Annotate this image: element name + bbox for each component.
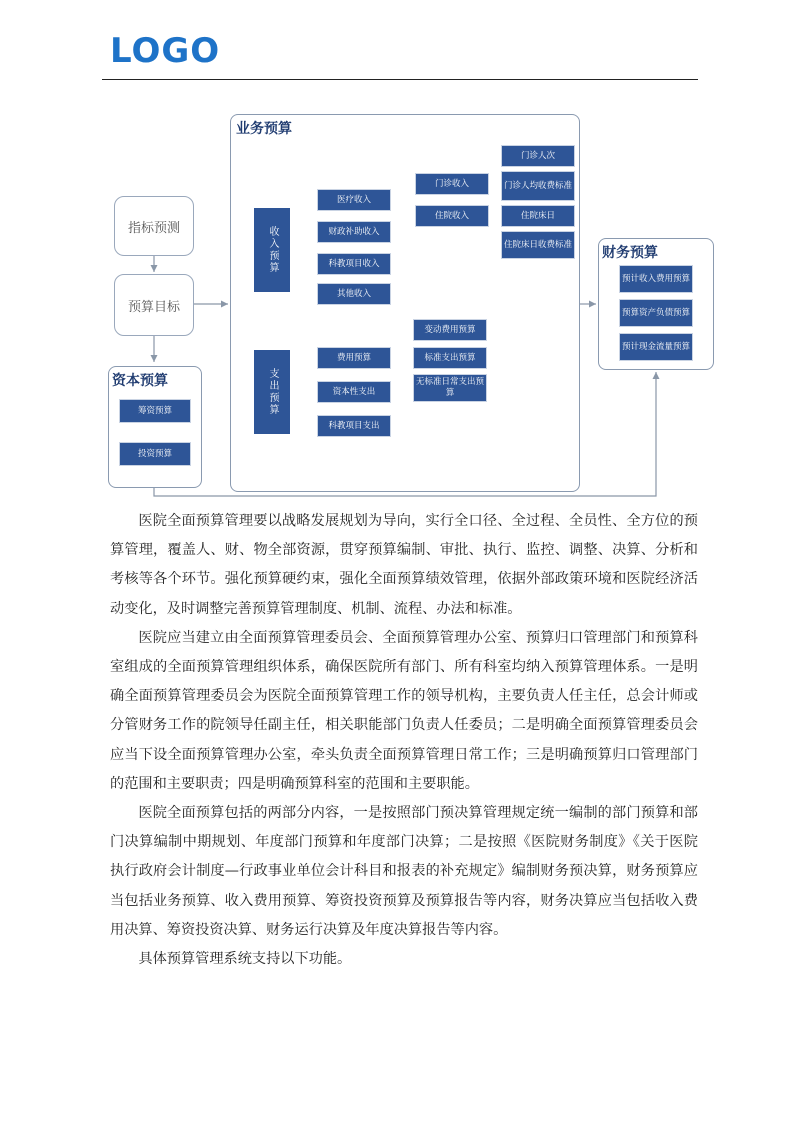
balance-sheet-budget-node: 预算资产负债预算 — [620, 300, 692, 326]
cost-budget-node: 费用预算 — [318, 348, 390, 368]
business-budget-frame — [230, 114, 580, 492]
inpatient-fee-standard-node: 住院床日收费标准 — [502, 232, 574, 258]
investment-budget-node: 投资预算 — [120, 443, 190, 465]
income-budget-node: 收入预算 — [254, 208, 290, 292]
medical-income-node: 医疗收入 — [318, 190, 390, 210]
body-text — [110, 507, 698, 974]
financing-budget-node: 筹资预算 — [120, 400, 190, 422]
cash-flow-budget-node: 预计现金流量预算 — [620, 334, 692, 360]
research-project-expense-node: 科教项目支出 — [318, 416, 390, 436]
projected-income-expense-node: 预计收入费用预算 — [620, 266, 692, 292]
logo: LOGO — [110, 31, 221, 71]
inpatient-bed-days-node: 住院床日 — [502, 206, 574, 226]
capital-budget-title: 资本预算 — [112, 373, 168, 389]
outpatient-income-node: 门诊收入 — [416, 174, 488, 194]
budget-diagram — [0, 0, 800, 500]
nonstandard-daily-expense-node: 无标准日常支出预算 — [414, 375, 486, 401]
paragraph: 医院全面预算管理要以战略发展规划为导向，实行全口径、全过程、全员性、全方位的预算管理，覆盖人、财、物全部资源，贯穿预算编制、审批、执行、监控、调整、决算、分析和考核等各个环节。强化预算硬约束，强化全面预算绩效管理，依据外部政策环境和医院经济活动变化，及时调整完善预算管理制度、机制、流程、办法和标准。 — [110, 513, 698, 617]
finance-budget-title: 财务预算 — [602, 245, 658, 261]
standard-expense-budget-node: 标准支出预算 — [414, 348, 486, 368]
variable-cost-budget-node: 变动费用预算 — [414, 320, 486, 340]
other-income-node: 其他收入 — [318, 284, 390, 304]
outpatient-visits-node: 门诊人次 — [502, 146, 574, 166]
budget-target-node: 预算目标 — [114, 274, 194, 336]
business-budget-title: 业务预算 — [236, 121, 292, 137]
paragraph: 医院应当建立由全面预算管理委员会、全面预算管理办公室、预算归口管理部门和预算科室组成的全面预算管理组织体系，确保医院所有部门、所有科室均纳入预算管理体系。一是明确全面预算管理委员会为医院全面预算管理工作的领导机构，主要负责人任主任，总会计师或分管财务工作的院领导任副主任，相关职能部门负责人任委员；二是明确全面预算管理委员会应当下设全面预算管理办公室，牵头负责全面预算管理日常工作；三是明确预算归口管理部门的范围和主要职责；四是明确预算科室的范围和主要职能。 — [110, 629, 698, 792]
expense-budget-node: 支出预算 — [254, 350, 290, 434]
research-project-income-node: 科教项目收入 — [318, 254, 390, 274]
fiscal-subsidy-income-node: 财政补助收入 — [318, 222, 390, 242]
outpatient-fee-standard-node: 门诊人均收费标准 — [502, 172, 574, 200]
indicator-forecast-node: 指标预测 — [114, 196, 194, 256]
paragraph: 具体预算管理系统支持以下功能。 — [138, 951, 352, 968]
capital-expenditure-node: 资本性支出 — [318, 382, 390, 402]
inpatient-income-node: 住院收入 — [416, 206, 488, 226]
paragraph: 医院全面预算包括的两部分内容，一是按照部门预决算管理规定统一编制的部门预算和部门决算编制中期规划、年度部门预算和年度部门决算；二是按照《医院财务制度》《关于医院执行政府会计制度—行政事业单位会计科目和报表的补充规定》编制财务预决算，财务预算应当包括业务预算、收入费用预算、筹资投资预算及预算报告等内容，财务决算应当包括收入费用决算、筹资投资决算、财务运行决算及年度决算报告等内容。 — [110, 805, 698, 938]
